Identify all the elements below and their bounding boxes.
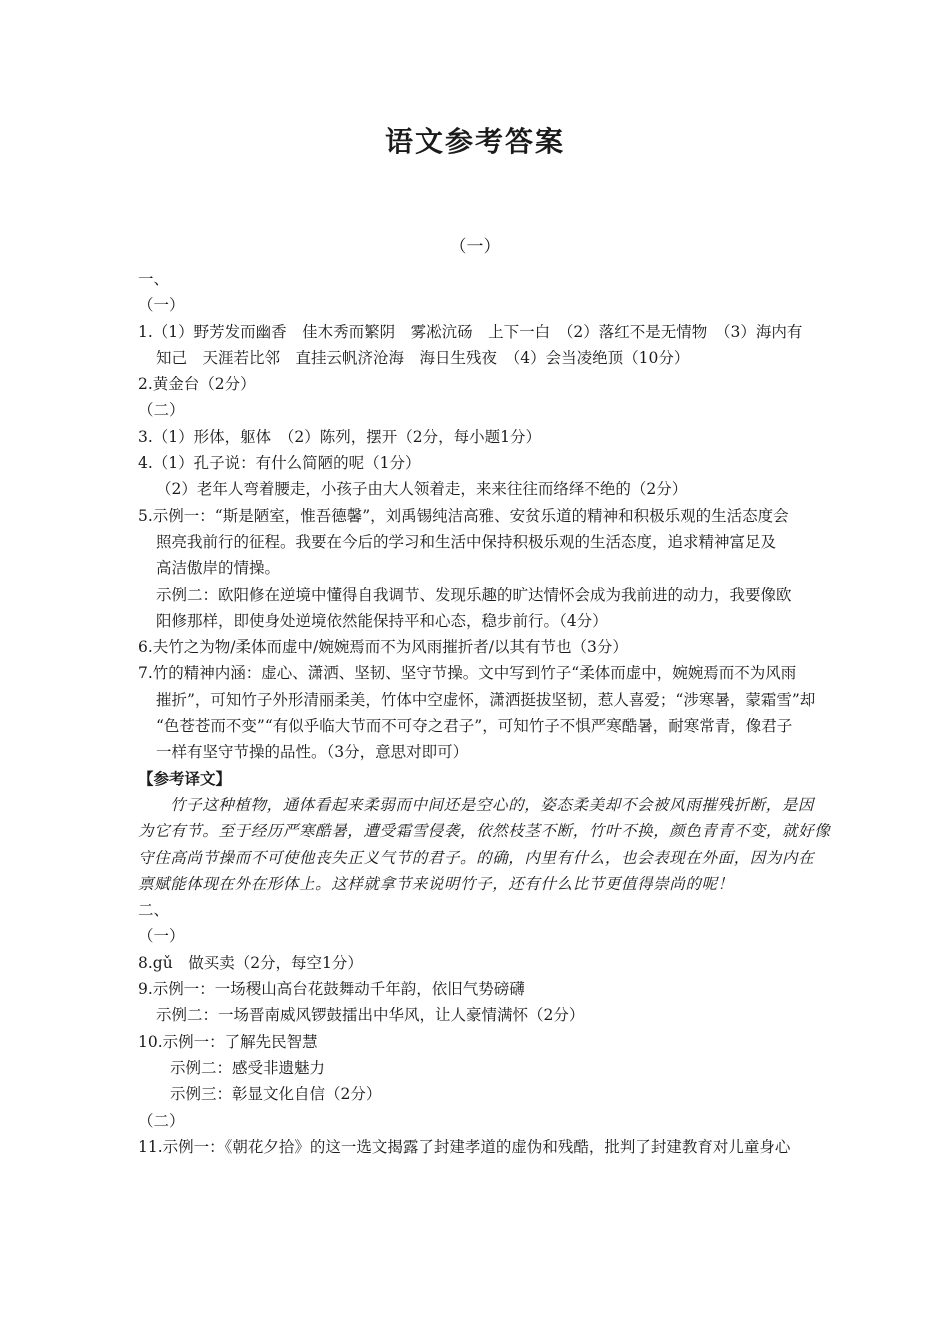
text-line: 5.示例一：“斯是陋室，惟吾德馨”，刘禹锡纯洁高雅、安贫乐道的精神和积极乐观的生活态度会 <box>138 506 789 525</box>
text-line: 示例二：欧阳修在逆境中懂得自我调节、发现乐趣的旷达情怀会成为我前进的动力，我要像欧 <box>156 585 792 604</box>
text-line: 竹子这种植物，通体看起来柔弱而中间还是空心的，姿态柔美却不会被风雨摧残折断，是因 <box>170 795 815 814</box>
text-line: 高洁傲岸的情操。 <box>156 559 281 578</box>
text-line: 4.（1）孔子说：有什么简陋的呢（1分） <box>138 454 421 473</box>
text-line: 11.示例一：《朝花夕拾》的这一选文揭露了封建孝道的虚伪和残酷，批判了封建教育对儿童身心 <box>138 1137 791 1156</box>
text-line: 二、 <box>138 901 170 920</box>
text-line: 8.gǔ 做买卖（2分，每空1分） <box>138 953 363 972</box>
text-line: 照亮我前行的征程。我要在今后的学习和生活中保持积极乐观的生活态度，追求精神富足及 <box>156 532 777 551</box>
text-line: 9.示例一：一场稷山高台花鼓舞动千年韵，依旧气势磅礴 <box>138 980 525 999</box>
text-line: （一） <box>138 927 185 946</box>
text-line: 7.竹的精神内涵：虚心、潇洒、坚韧、坚守节操。文中写到竹子“柔体而虚中，婉婉焉而不为风雨 <box>138 664 797 683</box>
page-title: 语文参考答案 <box>384 125 565 158</box>
section-heading: （一） <box>449 237 501 257</box>
text-line: 一样有坚守节操的品性。（3分，意思对即可） <box>156 743 469 762</box>
text-line: 示例三：彰显文化自信（2分） <box>170 1085 382 1104</box>
text-line: 摧折”，可知竹子外形清丽柔美，竹体中空虚怀，潇洒挺拔坚韧，惹人喜爱；“涉寒暑，蒙霜雪”却 <box>156 690 816 709</box>
text-line: 2.黄金台（2分） <box>138 375 256 394</box>
text-line: （二） <box>138 1111 185 1130</box>
text-line: 10.示例一：了解先民智慧 <box>138 1032 318 1051</box>
text-line: “色苍苍而不变”“有似乎临大节而不可夺之君子”，可知竹子不惧严寒酷暑，耐寒常青，像君子 <box>156 717 793 736</box>
text-line: 6.夫竹之为物/柔体而虚中/婉婉焉而不为风雨摧折者/以其有节也（3分） <box>138 638 628 657</box>
answer-content <box>138 266 831 1160</box>
text-line: 阳修那样，即使身处逆境依然能保持平和心态，稳步前行。（4分） <box>156 611 608 630</box>
text-line: （二） <box>138 401 185 420</box>
text-line: 禀赋能体现在外在形体上。这样就拿节来说明竹子，还有什么比节更值得崇尚的呢！ <box>138 874 734 893</box>
text-line: 一、 <box>138 270 170 288</box>
text-line: 示例二：一场晋南威风锣鼓擂出中华风，让人豪情满怀（2分） <box>156 1006 585 1025</box>
text-line: （2）老年人弯着腰走，小孩子由大人领着走，来来往往而络绎不绝的（2分） <box>156 480 688 499</box>
text-line: 知己 天涯若比邻 直挂云帆济沧海 海日生残夜 （4）会当凌绝顶（10分） <box>156 348 690 367</box>
text-line: 守住高尚节操而不可使他丧失正义气节的君子。的确，内里有什么，也会表现在外面，因为内在 <box>138 848 815 867</box>
text-line: 为它有节。至于经历严寒酷暑，遭受霜雪侵袭，依然枝茎不断，竹叶不换，颜色青青不变，就好像 <box>138 822 831 841</box>
text-line: 3.（1）形体，躯体 （2）陈列，摆开（2分，每小题1分） <box>138 427 541 446</box>
text-line: 【参考译文】 <box>138 769 232 788</box>
text-line: （一） <box>138 296 185 315</box>
text-line: 示例二：感受非遗魅力 <box>170 1058 326 1077</box>
text-line: 1.（1）野芳发而幽香 佳木秀而繁阴 雾凇沆砀 上下一白 （2）落红不是无情物 （3）海内有 <box>138 322 803 341</box>
